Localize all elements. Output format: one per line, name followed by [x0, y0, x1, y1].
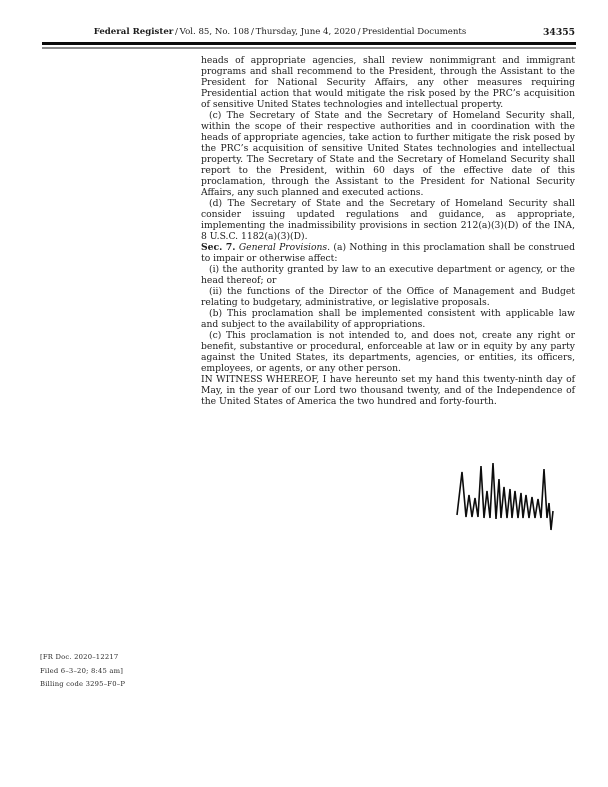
- header-meta: / Vol. 85, No. 108 / Thursday, June 4, 2020 / Presidential Documents: [173, 27, 467, 37]
- paragraph-b: (b) This proclamation shall be implemented consistent with applicable law and subject to the availability of appropriations.: [201, 308, 575, 330]
- document-body: [201, 55, 575, 407]
- fr-doc-footer: [40, 651, 125, 692]
- paragraph-c2: (c) This proclamation is not intended to, and does not, create any right or benefit, substantive or procedural, enforceable at law or in equity by any party against the United States, its departments, agencies, or entities, its officers, employees, or agents, or any other person.: [201, 330, 575, 374]
- paragraph-ii: (ii) the functions of the Director of the Office of Management and Budget relating to budgetary, administrative, or legislative proposals.: [201, 286, 575, 308]
- header-rule-top: [42, 42, 576, 45]
- page-number: 34355: [543, 27, 575, 38]
- header-title-line: [42, 27, 576, 38]
- paragraph-continuation: heads of appropriate agencies, shall review nonimmigrant and immigrant programs and shall recommend to the President, through the Assistant to the President for National Security Affairs, any other measures requiring Presidential action that would mitigate the risk posed by the PRC’s acquisition of sensitive United States technologies and intellectual property.: [201, 55, 575, 110]
- page-header: [42, 27, 576, 38]
- presidential-signature: [455, 461, 571, 533]
- paragraph-i: (i) the authority granted by law to an executive department or agency, or the head thereof; or: [201, 264, 575, 286]
- header-rule-bottom: [42, 47, 576, 49]
- billing-code: Billing code 3295–F0–P: [40, 680, 126, 688]
- section-text: (a) Nothing in this proclamation shall be construed to impair or otherwise affect:: [201, 242, 575, 264]
- paragraph-witness: IN WITNESS WHEREOF, I have hereunto set my hand this twenty-ninth day of May, in the year of our Lord two thousand twenty, and of the Independence of the United States of America the two hundred and forty-fourth.: [201, 374, 575, 407]
- fr-doc-number: [FR Doc. 2020–12217: [40, 653, 119, 661]
- paragraph-d: (d) The Secretary of State and the Secretary of Homeland Security shall consider issuing updated regulations and guidance, as appropriate, implementing the inadmissibility provisions in section 212(a)(3)(D) of the INA, 8 U.S.C. 1182(a)(3)(D).: [201, 198, 575, 242]
- filed-date: Filed 6–3–20; 8:45 am]: [40, 666, 124, 675]
- paragraph-sec7: [201, 242, 575, 264]
- section-title: General Provisions.: [235, 242, 331, 253]
- signature-image: [455, 461, 571, 533]
- section-number: Sec. 7.: [201, 242, 236, 253]
- paragraph-c: (c) The Secretary of State and the Secretary of Homeland Security shall, within the scope of their respective authorities and in coordination with the heads of appropriate agencies, take action to further mitigate the risk posed by the PRC’s acquisition of sensitive United States technologies and intellectual property. The Secretary of State and the Secretary of Homeland Security shall report to the President, within 60 days of the effective date of this proclamation, through the Assistant to the President for National Security Affairs, any such planned and executed actions.: [201, 110, 575, 198]
- journal-title: Federal Register: [93, 27, 174, 37]
